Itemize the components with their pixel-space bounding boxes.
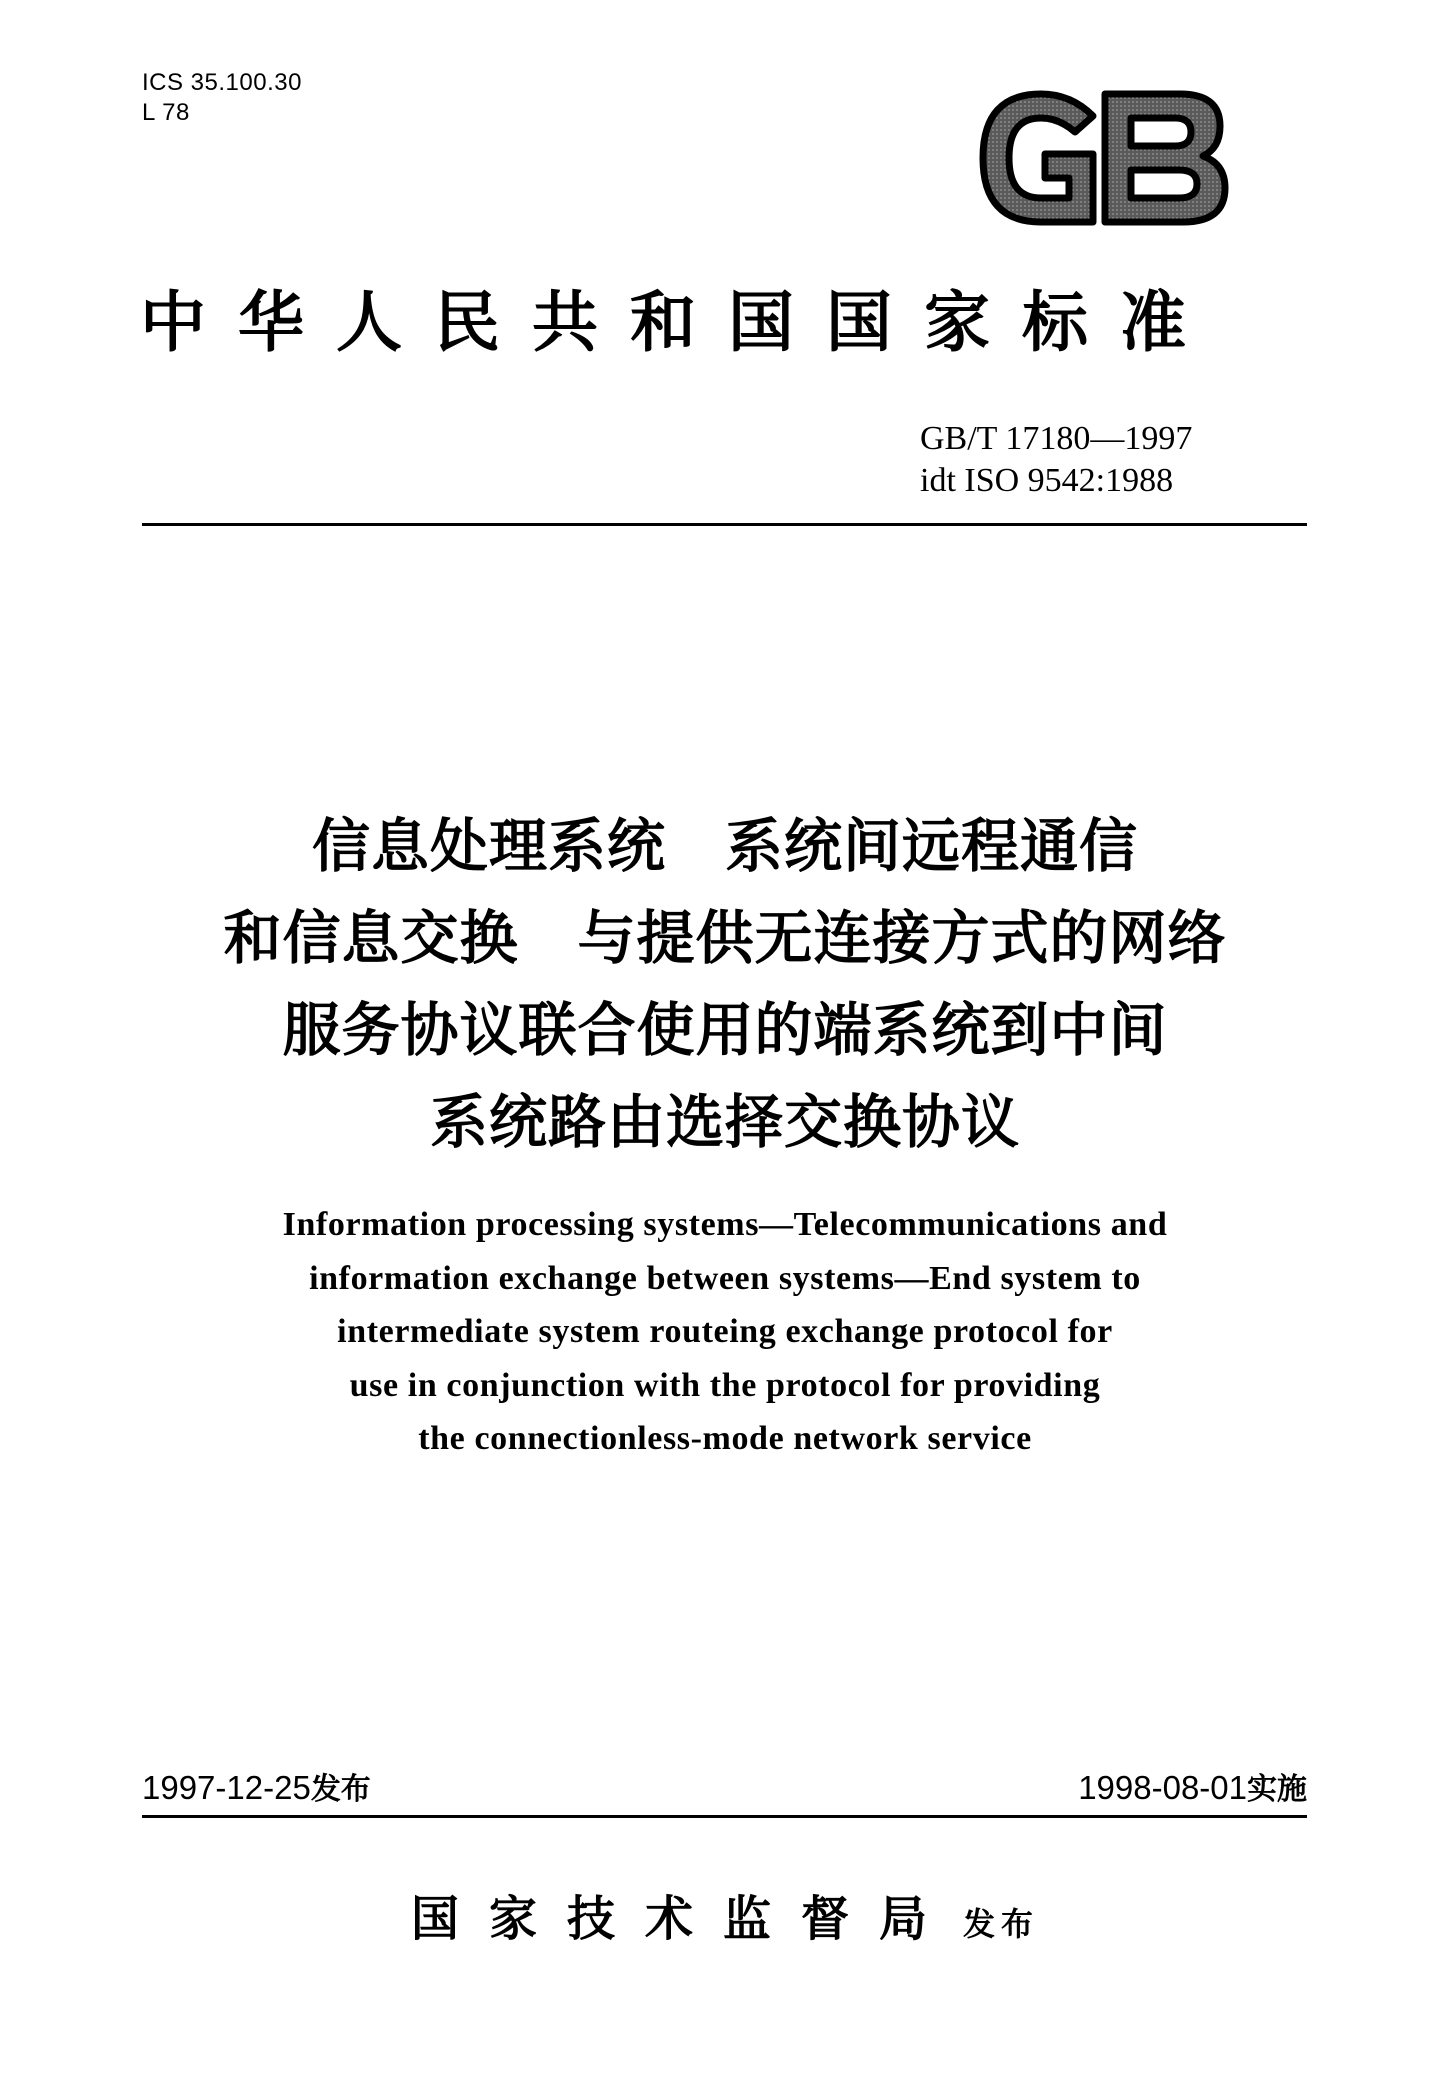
chinese-title-line: 信息处理系统 系统间远程通信 <box>311 812 1138 880</box>
chinese-title-line: 和信息交换 与提供无连接方式的网络 <box>223 904 1227 972</box>
english-title <box>150 1198 1300 1466</box>
gb-logo <box>975 88 1230 228</box>
standard-heading: 中华人民共和国国家标准 <box>140 283 1218 361</box>
footer-divider <box>142 1815 1307 1818</box>
chinese-title-line: 服务协议联合使用的端系统到中间 <box>282 996 1168 1064</box>
ics-code: ICS 35.100.30 <box>142 69 302 96</box>
publisher <box>100 1880 1350 1949</box>
issue-date-label: 发布 <box>310 1772 371 1807</box>
english-title-line: Information processing systems—Telecommunications and <box>282 1206 1168 1243</box>
implementation-date-label: 实施 <box>1247 1772 1307 1807</box>
implementation-date <box>1078 1768 1307 1810</box>
publisher-org: 国家技术监督局 <box>410 1891 957 1947</box>
ccs-code: L 78 <box>142 99 190 126</box>
chinese-title <box>100 800 1350 1168</box>
english-title-line: intermediate system routeing exchange protocol for <box>337 1313 1113 1350</box>
gb-logo-graphic <box>975 88 1230 228</box>
header-divider <box>142 523 1307 526</box>
classification-codes <box>142 68 302 128</box>
implementation-date-value: 1998-08-01 <box>1078 1769 1247 1806</box>
issue-date-value: 1997-12-25 <box>142 1769 311 1806</box>
standard-numbers <box>920 418 1280 502</box>
standard-number: GB/T 17180—1997 <box>920 420 1193 457</box>
english-title-line: the connectionless-mode network service <box>418 1420 1032 1457</box>
english-title-line: use in conjunction with the protocol for providing <box>349 1366 1101 1404</box>
iso-equivalence: idt ISO 9542:1988 <box>920 462 1174 499</box>
chinese-title-line: 系统路由选择交换协议 <box>429 1088 1020 1156</box>
issue-date <box>142 1768 371 1810</box>
english-title-line: information exchange between systems—End system to <box>309 1259 1141 1297</box>
publisher-action: 发布 <box>963 1905 1040 1943</box>
